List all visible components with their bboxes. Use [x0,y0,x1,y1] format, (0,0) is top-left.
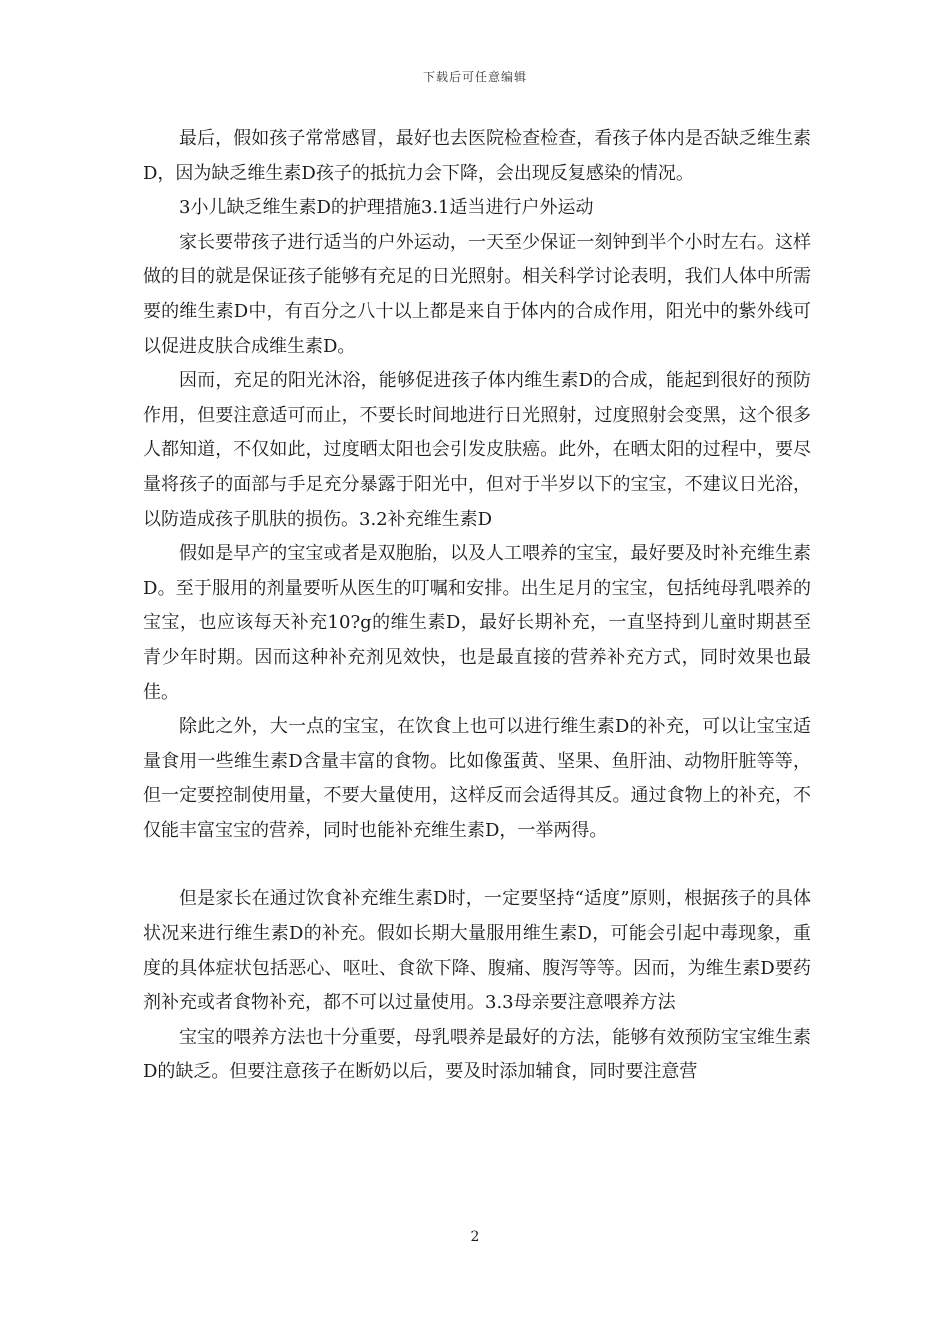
section-heading-3: 3小儿缺乏维生素D的护理措施3.1适当进行户外运动 [179,197,594,219]
paragraph-3: 因而，充足的阳光沐浴，能够促进孩子体内维生素D的合成，能起到很好的预防作用，但要注意适可而止，不要长时间地进行日光照射，过度照射会变黑，这个很多人都知道，不仅如此，过度晒太阳也会引发皮肤癌。此外，在晒太阳的过程中，要尽量将孩子的面部与手足充分暴露于阳光中，但对于半岁以下的宝宝，不建议日光浴，以防造成孩子肌肤的损伤。3.2补充维生素D [143,370,811,530]
paragraph-5: 除此之外，大一点的宝宝，在饮食上也可以进行维生素D的补充，可以让宝宝适量食用一些维生素D含量丰富的食物。比如像蛋黄、坚果、鱼肝油、动物肝脏等等，但一定要控制使用量，不要大量使用，这样反而会适得其反。通过食物上的补充，不仅能丰富宝宝的营养，同时也能补充维生素D，一举两得。 [143,716,811,841]
body-text [143,122,811,1090]
paragraph-2: 家长要带孩子进行适当的户外运动，一天至少保证一刻钟到半个小时左右。这样做的目的就是保证孩子能够有充足的日光照射。相关科学讨论表明，我们人体中所需要的维生素D中，有百分之八十以上都是来自于体内的合成作用，阳光中的紫外线可以促进皮肤合成维生素D。 [143,231,811,357]
paragraph-4: 假如是早产的宝宝或者是双胞胎，以及人工喂养的宝宝，最好要及时补充维生素D。至于服用的剂量要听从医生的叮嘱和安排。出生足月的宝宝，包括纯母乳喂养的宝宝，也应该每天补充10?g的维生素D，最好长期补充，一直坚持到儿童时期甚至青少年时期。因而这种补充剂见效快，也是最直接的营养补充方式，同时效果也最佳。 [143,543,811,703]
page-number: 2 [470,1229,480,1245]
paragraph-6: 但是家长在通过饮食补充维生素D时，一定要坚持“适度”原则，根据孩子的具体状况来进行维生素D的补充。假如长期大量服用维生素D，可能会引起中毒现象，重度的具体症状包括恶心、呕吐、食欲下降、腹痛、腹泻等等。因而，为维生素D要药剂补充或者食物补充，都不可以过量使用。3.3母亲要注意喂养方法 [143,888,811,1014]
paragraph-1: 最后，假如孩子常常感冒，最好也去医院检查检查，看孩子体内是否缺乏维生素D，因为缺乏维生素D孩子的抵抗力会下降，会出现反复感染的情况。 [143,128,811,184]
paragraph-7: 宝宝的喂养方法也十分重要，母乳喂养是最好的方法，能够有效预防宝宝维生素D的缺乏。但要注意孩子在断奶以后，要及时添加辅食，同时要注意营 [143,1026,811,1083]
paragraph-gap [143,848,811,882]
page-header: 下载后可任意编辑 [422,70,527,84]
